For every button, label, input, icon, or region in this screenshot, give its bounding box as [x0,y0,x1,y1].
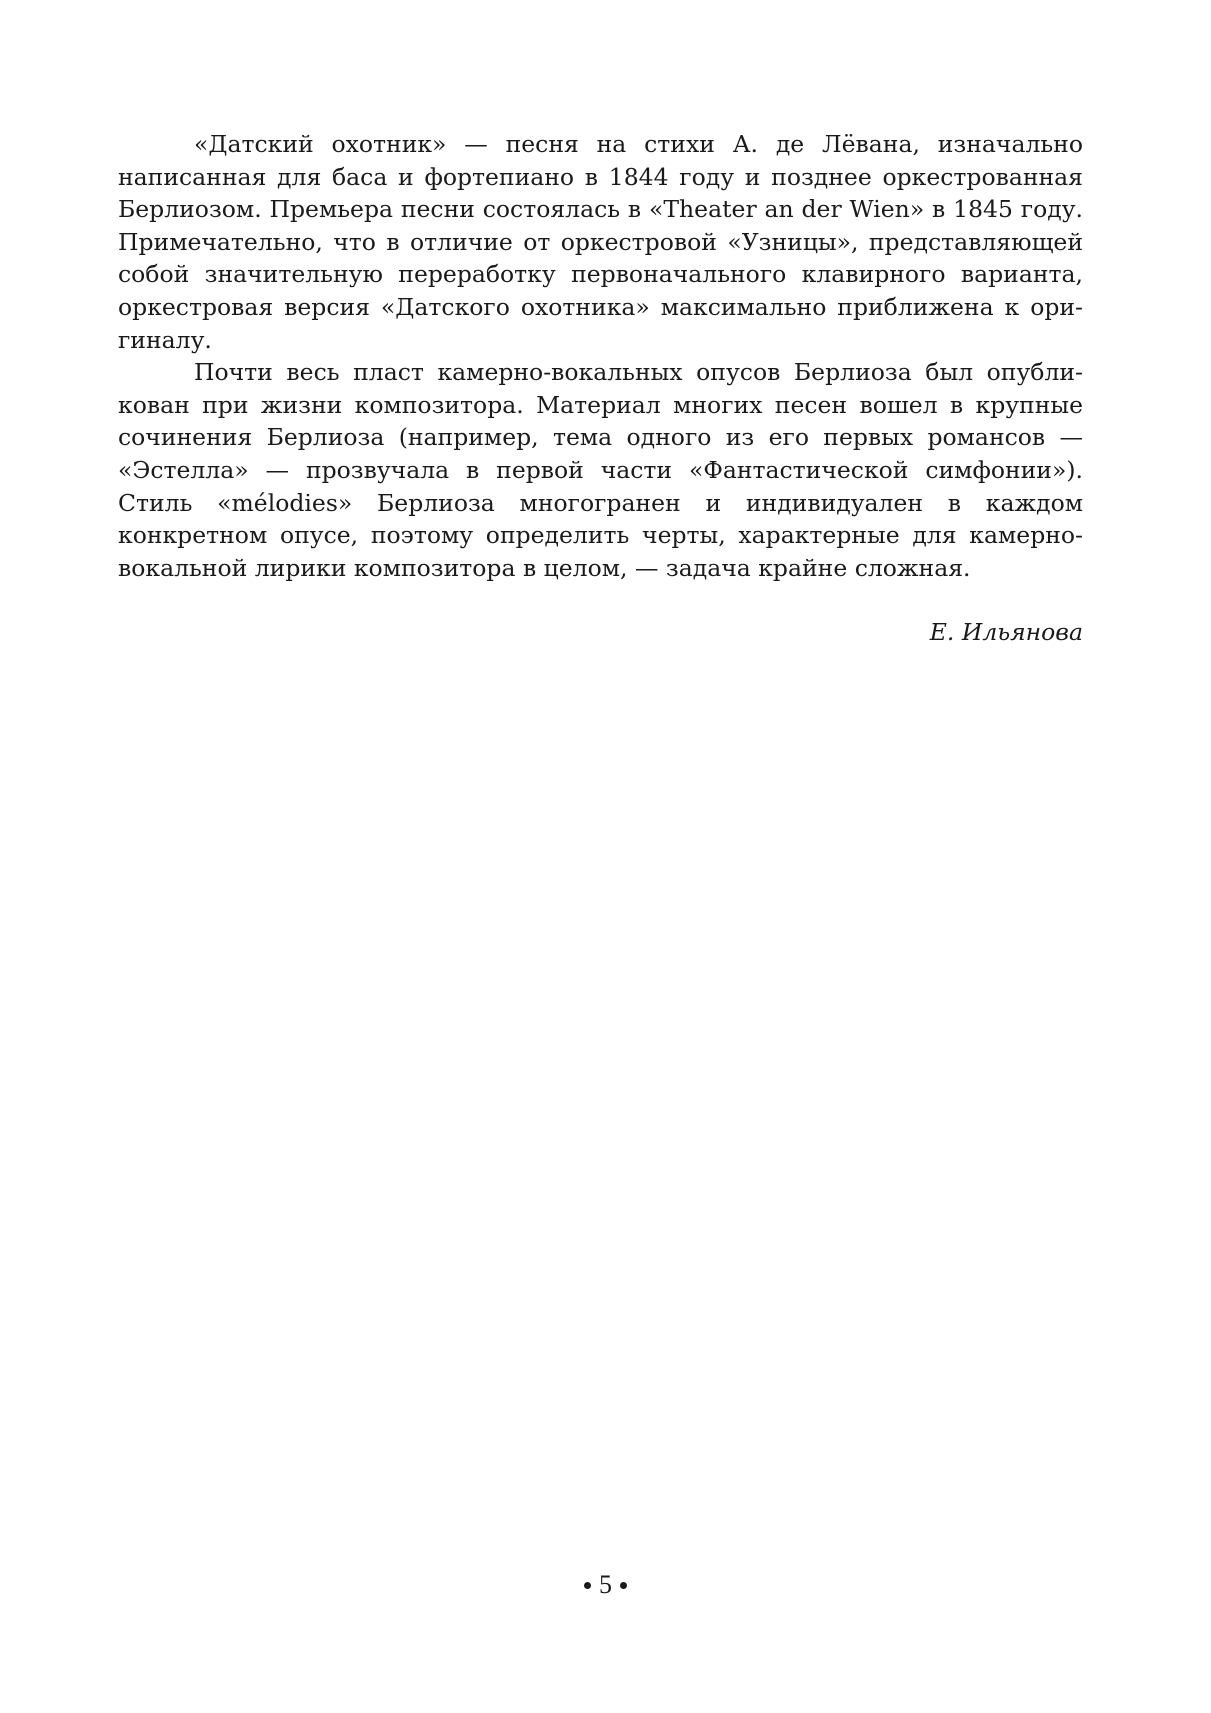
paragraph-1: «Датский охотник» — песня на стихи А. де Лёвана, изначально написанная для баса и фортепиано в 1844 году и позднее оркестрованная Берлиозом. Премьера песни состоялась в «Theater an der Wien» в 1845 году. Примечательно, что в отличие от оркестровой «Узницы», представляющей собой значительную переработку первоначального клавирного варианта, оркестровая версия «Датского охотника» максимально приближена к оригиналу. [118,130,1083,354]
body-text [118,128,1083,584]
bullet-left-icon [584,1582,591,1589]
page-number [0,1570,1211,1600]
page-number-value: 5 [599,1570,612,1599]
bullet-right-icon [620,1582,627,1589]
author-signature: Е. Ильянова [929,618,1083,646]
paragraph-2: Почти весь пласт камерно-вокальных опусов Берлиоза был опубликован при жизни композитора. Материал многих песен вошел в крупные сочинения Берлиоза (например, тема одного из его первых романсов — «Эстелла» — прозвучала в первой части «Фантастической симфонии»). Стиль «mélodies» Берлиоза многогранен и индивидуален в каждом конкретном опусе, поэтому определить черты, характерные для камерно-вокальной лирики композитора в целом, — задача крайне сложная. [118,358,1083,582]
